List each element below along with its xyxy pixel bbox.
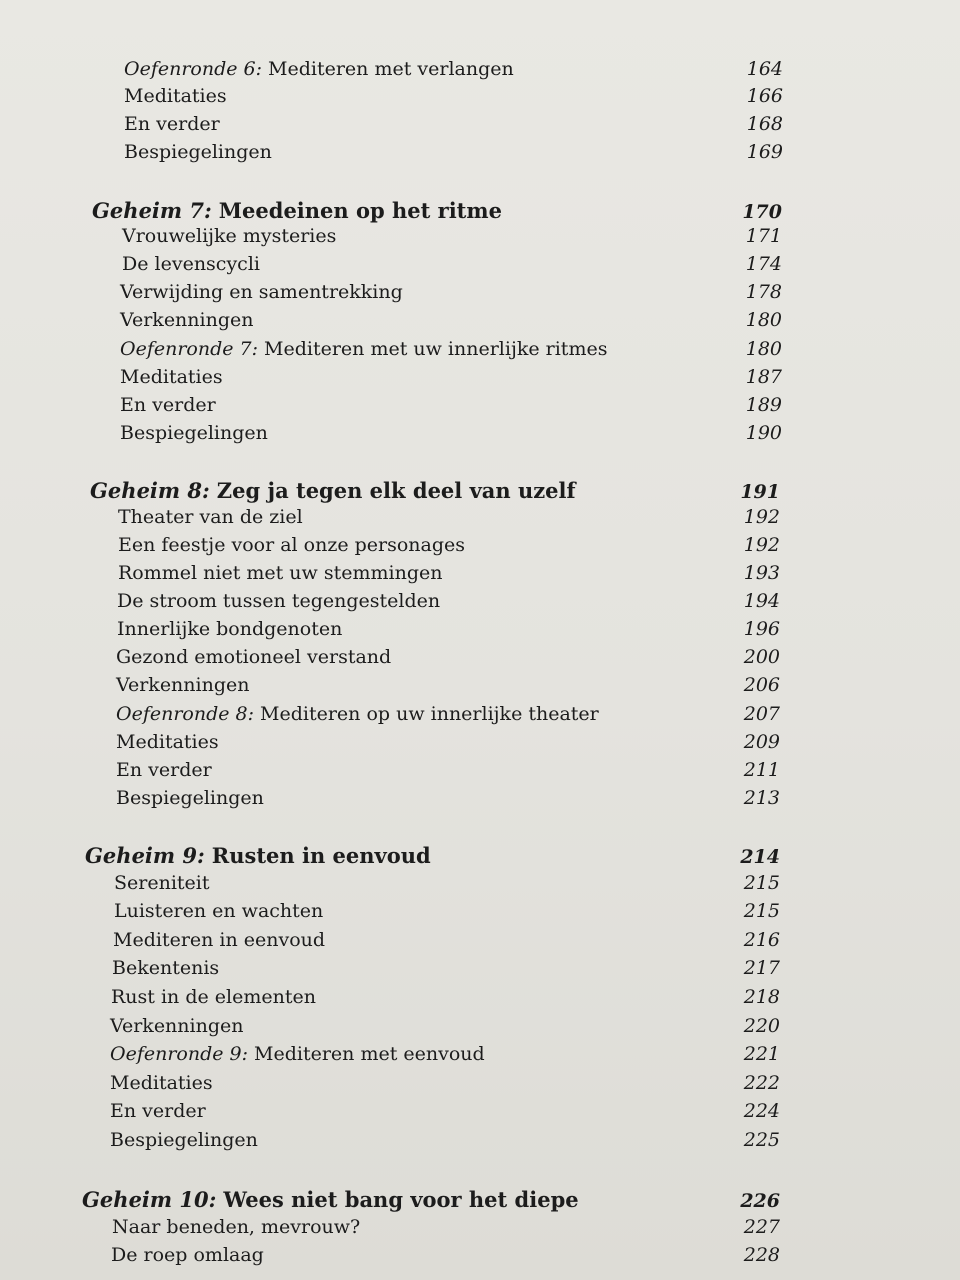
chapter-title: Meedeinen op het ritme [218,198,502,223]
toc-entry [117,618,780,640]
entry-title: Meditaties [116,731,219,753]
toc-entry [113,929,780,951]
toc-chapter-heading [92,198,782,223]
page-number: 192 [743,506,780,528]
toc-entry [124,58,783,80]
page-number: 189 [745,394,782,416]
page-number: 217 [743,957,780,979]
page-number: 194 [743,590,780,612]
page-number: 225 [743,1129,780,1151]
page-number: 213 [743,787,780,809]
toc-entry [118,534,780,556]
entry-title: Bekentenis [112,957,220,979]
page-number: 180 [745,338,782,360]
page-number: 214 [740,846,780,868]
entry-title: Bespiegelingen [110,1129,258,1151]
chapter-number: Geheim 8: [90,478,210,503]
entry-title: De roep omlaag [111,1244,264,1266]
page-number: 222 [743,1072,780,1094]
page-number: 207 [743,703,780,725]
entry-title: Mediteren op uw innerlijke theater [260,703,599,725]
page-number: 221 [743,1043,780,1065]
toc-entry [116,787,780,809]
page-number: 180 [745,309,782,331]
toc-entry [111,986,780,1008]
toc-entry [110,1015,780,1037]
page-number: 227 [743,1216,780,1238]
page-number: 193 [743,562,780,584]
toc-entry [120,394,782,416]
entry-title: Mediteren met eenvoud [254,1043,485,1065]
page-number: 171 [745,225,782,247]
toc-chapter-heading [90,478,780,503]
chapter-number: Geheim 7: [92,198,212,223]
page-number: 209 [743,731,780,753]
page-number: 174 [745,253,782,275]
entry-title: Mediteren met verlangen [268,58,514,80]
toc-entry [116,674,780,696]
toc-entry [116,703,780,725]
toc-entry [110,1100,780,1122]
toc-entry [110,1043,780,1065]
entry-title: De levenscycli [122,253,260,275]
entry-title: Mediteren met uw innerlijke ritmes [264,338,608,360]
page-number: 168 [746,113,783,135]
page-number: 170 [742,201,782,223]
toc-entry [118,562,780,584]
toc-entry [120,366,782,388]
page-number: 206 [743,674,780,696]
entry-title: Meditaties [110,1072,213,1094]
entry-title: Meditaties [120,366,223,388]
entry-title: Een feestje voor al onze personages [118,534,466,556]
chapter-number: Geheim 9: [85,843,205,868]
entry-title: En verder [116,759,212,781]
toc-chapter-heading [82,1187,780,1212]
page-number: 211 [743,759,780,781]
toc-entry [110,1072,780,1094]
entry-title: Mediteren in eenvoud [113,929,326,951]
toc-entry [124,141,783,163]
page-number: 169 [746,141,783,163]
chapter-title: Zeg ja tegen elk deel van uzelf [216,478,576,503]
toc-entry [124,113,783,135]
page-number: 216 [743,929,780,951]
toc-entry [116,731,780,753]
entry-title: Innerlijke bondgenoten [117,618,343,640]
toc-entry [112,1216,780,1238]
toc-entry [114,872,780,894]
toc-entry [110,1129,780,1151]
entry-title: Verwijding en samentrekking [120,281,403,303]
chapter-number: Geheim 10: [82,1187,217,1212]
entry-title: Bespiegelingen [120,422,268,444]
entry-title: Sereniteit [114,872,210,894]
entry-title: Verkenningen [110,1015,244,1037]
exercise-label: Oefenronde 9: [110,1043,249,1065]
page-number: 215 [743,900,780,922]
toc-entry [112,957,780,979]
toc-entry [124,85,783,107]
chapter-title: Wees niet bang voor het diepe [223,1187,579,1212]
entry-title: Bespiegelingen [124,141,272,163]
entry-title: Luisteren en wachten [114,900,324,922]
exercise-label: Oefenronde 8: [116,703,255,725]
page-number: 190 [745,422,782,444]
entry-title: Naar beneden, mevrouw? [112,1216,361,1238]
page-number: 164 [746,58,783,80]
toc-entry [122,225,782,247]
toc-entry [120,422,782,444]
page-number: 215 [743,872,780,894]
entry-title: En verder [110,1100,206,1122]
entry-title: Gezond emotioneel verstand [116,646,392,668]
entry-title: Rust in de elementen [111,986,316,1008]
page-number: 191 [740,481,780,503]
page-number: 178 [745,281,782,303]
entry-title: Vrouwelijke mysteries [122,225,337,247]
chapter-title: Rusten in eenvoud [211,843,431,868]
exercise-label: Oefenronde 6: [124,58,263,80]
entry-title: Meditaties [124,85,227,107]
page-number: 187 [745,366,782,388]
page-number: 166 [746,85,783,107]
entry-title: Theater van de ziel [118,506,303,528]
page-number: 200 [743,646,780,668]
exercise-label: Oefenronde 7: [120,338,259,360]
page-number: 196 [743,618,780,640]
entry-title: En verder [124,113,220,135]
page-number: 192 [743,534,780,556]
toc-entry [120,281,782,303]
page-number: 226 [740,1190,780,1212]
toc-entry [116,759,780,781]
toc-entry [120,338,782,360]
page-number: 218 [743,986,780,1008]
entry-title: De stroom tussen tegengestelden [117,590,441,612]
toc-entry [114,900,780,922]
toc-entry [120,309,782,331]
page-number: 228 [743,1244,780,1266]
entry-title: Bespiegelingen [116,787,264,809]
toc-entry [118,506,780,528]
toc-entry [122,253,782,275]
entry-title: En verder [120,394,216,416]
entry-title: Verkenningen [116,674,250,696]
toc-entry [111,1244,780,1266]
toc-chapter-heading [85,843,780,868]
page-number: 224 [743,1100,780,1122]
entry-title: Rommel niet met uw stemmingen [118,562,443,584]
page-number: 220 [743,1015,780,1037]
toc-entry [116,646,780,668]
entry-title: Verkenningen [120,309,254,331]
toc-entry [117,590,780,612]
